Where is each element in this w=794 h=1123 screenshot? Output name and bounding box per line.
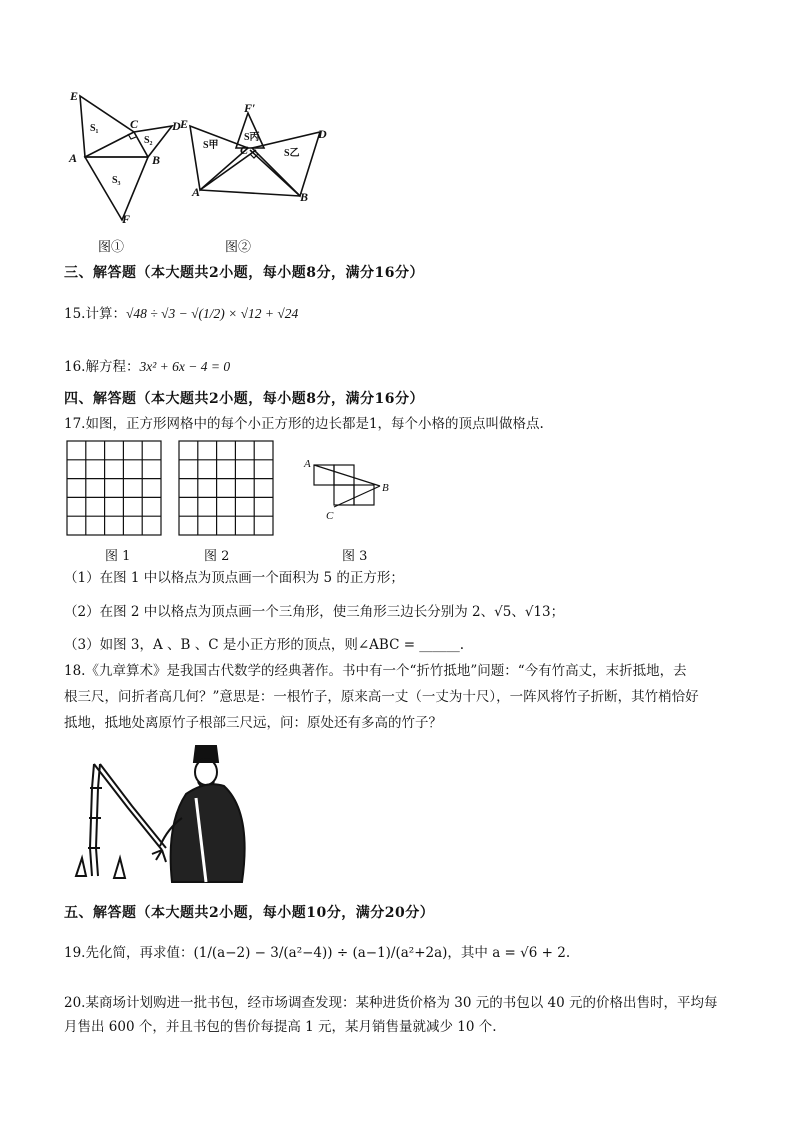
section-3-heading: 三、解答题（本大题共2小题，每小题8分，满分16分）: [64, 265, 424, 281]
geometry-figures: [60, 88, 350, 236]
q18-line-2: 根三尺，问折者高几何？”意思是：一根竹子，原来高一丈（一丈为十尺），一阵风将竹子折断，其竹梢恰好: [64, 689, 699, 705]
q18-line-3: 抵地，抵地处离原竹子根部三尺远，问：原处还有多高的竹子？: [64, 715, 442, 731]
fig2-label-C: C: [240, 143, 249, 157]
q17-part-2: （2）在图 2 中以格点为顶点画一个三角形，使三角形三边长分别为 2、√5、√13；: [64, 604, 565, 620]
fig3-label-A: A: [304, 458, 311, 470]
fig2-triangle-yi: [252, 132, 320, 196]
q16-equation: 3x² + 6x − 4 = 0: [139, 359, 231, 374]
fig2-label-E: E: [180, 117, 189, 131]
fig2-label-D: D: [318, 127, 327, 141]
bamboo-scholar-illustration: [70, 738, 250, 888]
q16-label: 16.解方程：: [64, 359, 140, 375]
fig1-label-C: C: [130, 117, 139, 131]
fig2-label-B: B: [300, 190, 309, 204]
fig2-Sjia-label: S甲: [203, 140, 219, 151]
fig3-label-C: C: [326, 510, 334, 522]
question-16: [64, 353, 230, 381]
fig2-Syi-label: S乙: [284, 148, 300, 159]
grid-figure-1: [66, 440, 162, 536]
fig1-label-A: A: [69, 151, 78, 165]
fig1-S1-label: S₁: [90, 123, 99, 134]
fig2-label-A: A: [192, 185, 201, 199]
q15-label: 15.计算：: [64, 306, 126, 322]
angle-figure-3: [300, 455, 400, 525]
fig1-S2-label: S₂: [144, 135, 153, 146]
fig2-triangle-jia: [190, 126, 248, 190]
q20-line-2: 月售出 600 个，并且书包的售价每提高 1 元，某月销售量就减少 10 个.: [64, 1019, 497, 1035]
section-4-heading: 四、解答题（本大题共2小题，每小题8分，满分16分）: [64, 391, 424, 407]
fig1-label-B: B: [152, 153, 161, 167]
fig1-triangle-S1: [80, 96, 134, 157]
section-5-heading: 五、解答题（本大题共2小题，每小题10分，满分20分）: [64, 905, 435, 921]
q15-expression: √48 ÷ √3 − √(1/2) × √12 + √24: [125, 306, 299, 321]
q18-line-1: 18.《九章算术》是我国古代数学的经典著作。书中有一个“折竹抵地”问题：“今有竹高丈，末折抵地，去: [64, 663, 687, 679]
grid-figure-2: [178, 440, 274, 536]
fig1-label-E: E: [70, 89, 79, 103]
question-15: [64, 300, 298, 328]
grid-caption-3: 图 3: [342, 549, 368, 564]
fig3-label-B: B: [382, 482, 389, 494]
figure-caption-2: 图②: [225, 240, 252, 255]
fig1-triangle-S3: [85, 157, 148, 220]
grid-caption-1: 图 1: [105, 549, 131, 564]
fig2-Sbing-label: S丙: [244, 132, 260, 143]
q17-part-1: （1）在图 1 中以格点为顶点画一个面积为 5 的正方形；: [64, 570, 404, 586]
fig1-label-D: D: [172, 119, 181, 133]
grid-caption-2: 图 2: [204, 549, 230, 564]
question-19: 19.先化简，再求值：(1/(a−2) − 3/(a²−4)) ÷ (a−1)/(a²+2a)，其中 a = √6 + 2.: [64, 945, 571, 961]
q17-part-3: （3）如图 3，A 、B 、C 是小正方形的顶点，则∠ABC = ______.: [64, 637, 465, 653]
figure-caption-1: 图①: [98, 240, 125, 255]
q20-line-1: 20.某商场计划购进一批书包，经市场调查发现：某种进货价格为 30 元的书包以 40 元的价格出售时，平均每: [64, 995, 718, 1011]
fig1-S3-label: S₃: [112, 175, 121, 186]
fig2-label-F: F′: [244, 101, 256, 115]
fig1-label-F: F: [122, 212, 131, 226]
q17-intro: 17.如图，正方形网格中的每个小正方形的边长都是1，每个小格的顶点叫做格点.: [64, 416, 544, 432]
